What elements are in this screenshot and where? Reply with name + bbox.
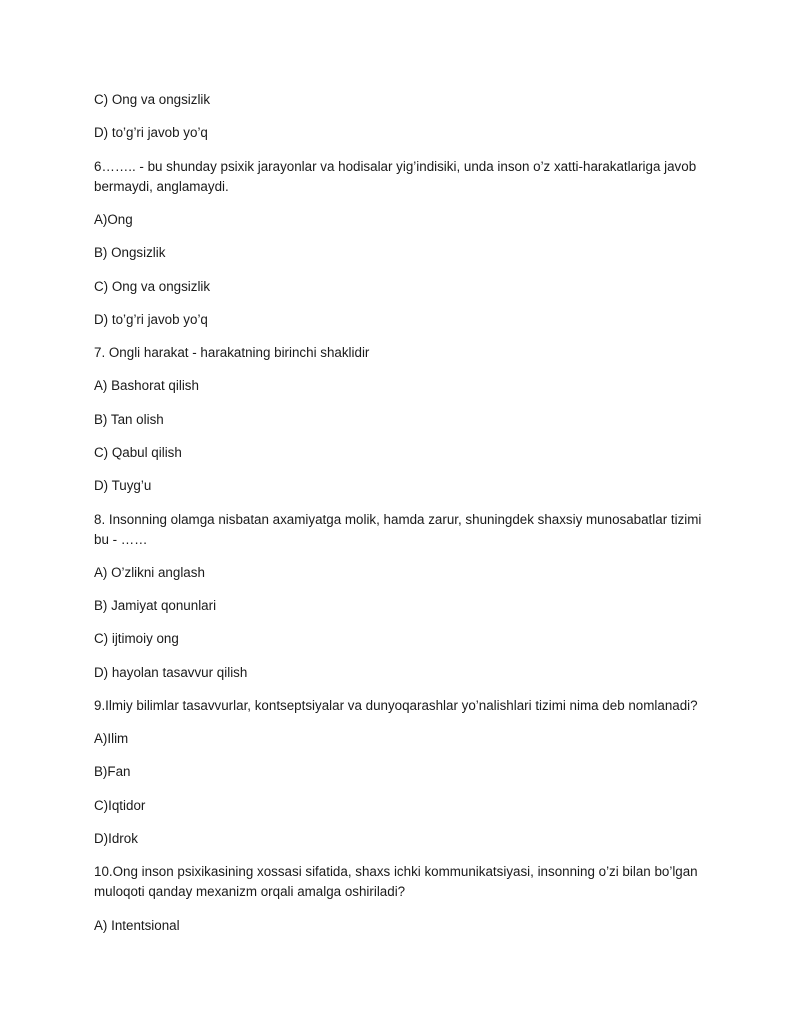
answer-option-c-q7: C) Qabul qilish xyxy=(94,445,182,460)
answer-option-b-q8: B) Jamiyat qonunlari xyxy=(94,598,217,613)
question-10: 10.Ong inson psixikasining xossasi sifatida, shaxs ichki kommunikatsiyasi, insonning o’zi bilan bo’lgan muloqoti qanday mexanizm orqali amalga oshiriladi? xyxy=(94,864,698,899)
answer-option-d-q7: D) Tuyg’u xyxy=(94,478,152,493)
answer-option-d-q8: D) hayolan tasavvur qilish xyxy=(94,665,248,680)
answer-option-b-q6: B) Ongsizlik xyxy=(94,245,166,260)
answer-option-a-q8: A) O’zlikni anglash xyxy=(94,565,205,580)
question-6: 6…….. - bu shunday psixik jarayonlar va hodisalar yig’indisiki, unda inson o’z xatti-harakatlariga javob bermaydi, anglamaydi. xyxy=(94,159,697,194)
answer-option-a-q7: A) Bashorat qilish xyxy=(94,378,199,393)
answer-option-d-q6: D) to’g’ri javob yo’q xyxy=(94,312,208,327)
answer-option-d-q9: D)Idrok xyxy=(94,831,138,846)
answer-option-b-q9: B)Fan xyxy=(94,764,131,779)
answer-option-c-q6: C) Ong va ongsizlik xyxy=(94,279,211,294)
answer-option-a-q6: A)Ong xyxy=(94,212,133,227)
answer-option-c-q8: C) ijtimoiy ong xyxy=(94,631,179,646)
answer-option-d-q5: D) to’g’ri javob yo’q xyxy=(94,125,208,140)
answer-option-c-q9: C)Iqtidor xyxy=(94,798,146,813)
question-8: 8. Insonning olamga nisbatan axamiyatga molik, hamda zarur, shuningdek shaxsiy munosabatlar tizimi bu - …… xyxy=(94,512,702,547)
question-7: 7. Ongli harakat - harakatning birinchi shaklidir xyxy=(94,345,370,360)
answer-option-b-q7: B) Tan olish xyxy=(94,412,164,427)
answer-option-a-q10: A) Intentsional xyxy=(94,918,180,933)
question-9: 9.Ilmiy bilimlar tasavvurlar, kontseptsiyalar va dunyoqarashlar yo’nalishlari tizimi nima deb nomlanadi? xyxy=(94,698,698,713)
answer-option-a-q9: A)Ilim xyxy=(94,731,129,746)
answer-option-c-q5: C) Ong va ongsizlik xyxy=(94,92,211,107)
